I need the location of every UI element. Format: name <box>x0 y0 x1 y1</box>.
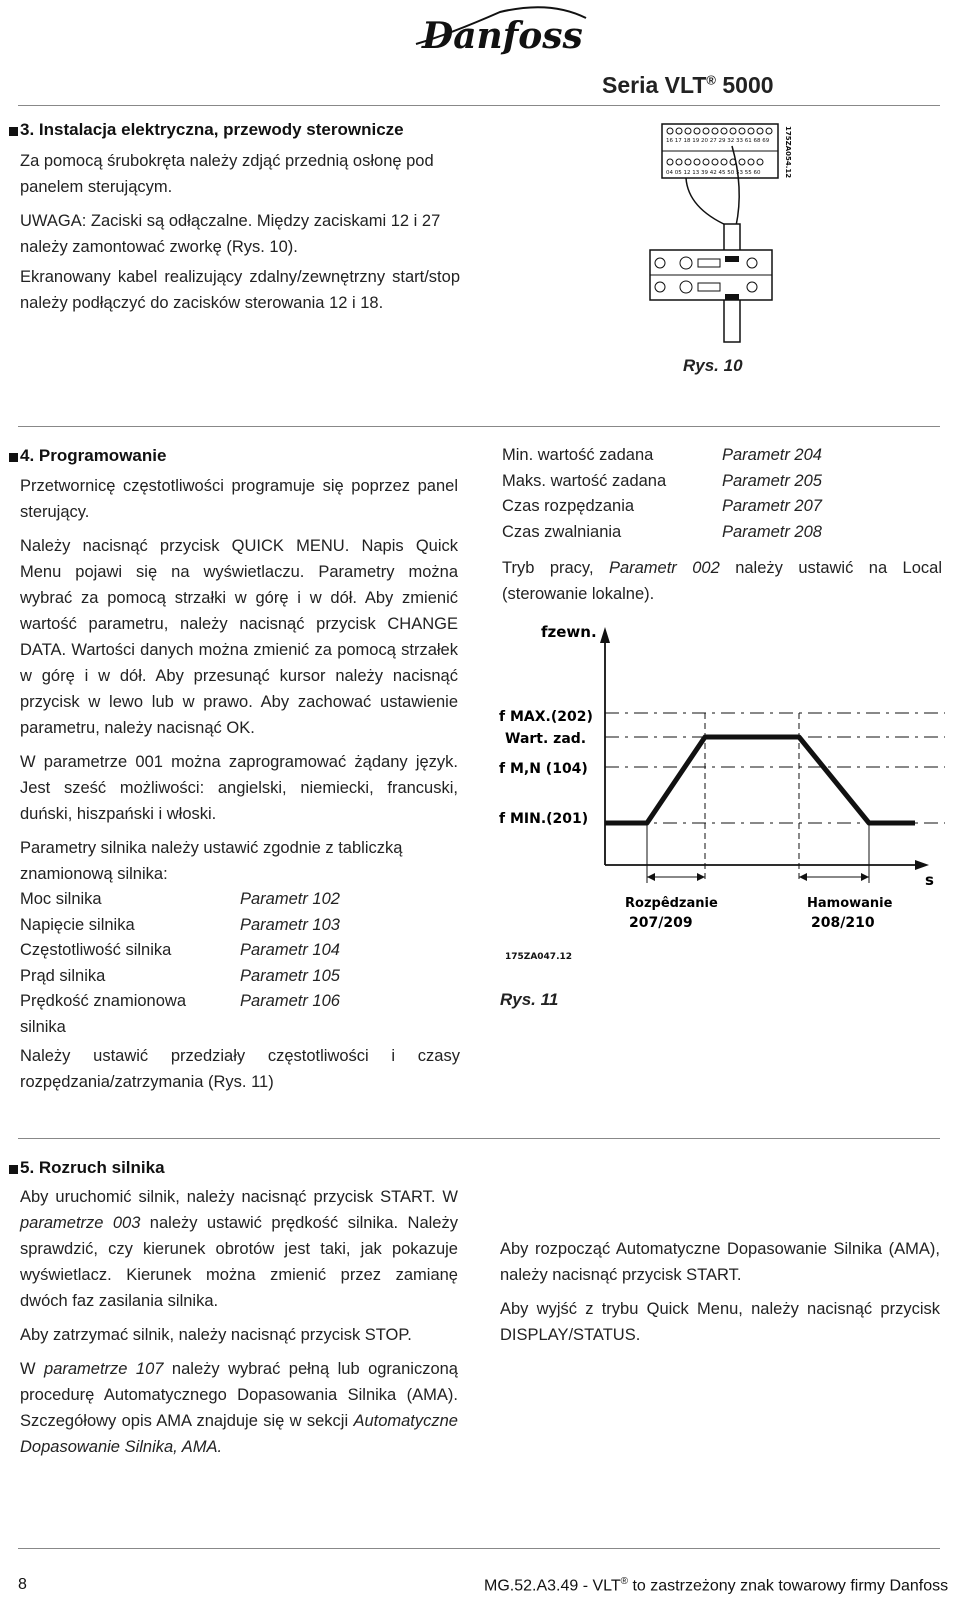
figure-caption: Rys. 10 <box>683 356 743 375</box>
section4-para: Należy ustawić przedziały częstotliwości i czasy rozpędzania/zatrzymania (Rys. 11) <box>20 1047 460 1091</box>
x-axis-label: s <box>925 871 934 889</box>
mode-paragraph: Tryb pracy, Parametr 002 należy ustawić na Local (sterowanie lokalne). <box>502 559 942 603</box>
section4-para: Należy nacisnąć przycisk QUICK MENU. Napis Quick Menu pojawi się na wyświetlaczu. Parametry można wybrać za pomocą strzałki w górę i w dół. Aby zmienić wartość parametru, należy nacisnąć przycisk CHANGE DATA. Wartości danych można zmienić za pomocą strzałek w górę i w dół. Aby przesunąć kursor należy nacisnąć przycisk w lewo lub w prawo. Aby zachować ustawienie parametru, należy nacisnąć OK. <box>20 537 458 737</box>
figure-code: 175ZA054.12 <box>784 126 792 179</box>
table-row: Napięcie silnika Parametr 103 <box>20 915 340 934</box>
footer-divider <box>18 1548 940 1549</box>
page-number: 8 <box>18 1576 27 1593</box>
section3-body <box>20 148 460 324</box>
section4-body-right <box>502 443 942 615</box>
ramp-diagram <box>495 615 950 970</box>
section5-para: Aby zatrzymać silnik, należy nacisnąć przycisk STOP. <box>20 1326 412 1344</box>
fmax-label: f MAX.(202) <box>499 709 593 725</box>
ramp-up-label: Rozpêdzanie <box>625 896 718 911</box>
fmin-label: f MIN.(201) <box>499 811 589 827</box>
setpoint-label: Wart. zad. <box>505 731 587 747</box>
terminal-numbers-top: 16 17 18 19 20 27 29 32 33 61 68 69 <box>666 138 770 144</box>
section4-final-para <box>20 1043 460 1103</box>
section5-para: Aby wyjść z trybu Quick Menu, należy nacisnąć przycisk DISPLAY/STATUS. <box>500 1300 940 1344</box>
table-row: Moc silnika Parametr 102 <box>20 890 340 908</box>
footer-text: MG.52.A3.49 - VLT® to zastrzeżony znak towarowy firmy Danfoss <box>484 1576 949 1595</box>
section5-para: W parametrze 107 należy wybrać pełną lub ograniczoną procedurę Automatycznego Dopasowania Silnika (AMA). Szczegółowy opis AMA znajduje się w sekcji Automatyczne Dopasowanie Silnika, AMA. <box>20 1360 458 1456</box>
section3-para: Ekranowany kabel realizujący zdalny/zewnętrzny start/stop należy podłączyć do zacisków sterowania 12 i 18. <box>20 268 460 312</box>
table-row: Czas rozpędzania Parametr 207 <box>502 497 822 515</box>
table-row: Czas zwalniania Parametr 208 <box>502 522 822 541</box>
table-row: Min. wartość zadana Parametr 204 <box>502 446 822 464</box>
section5-para: Aby rozpocząć Automatyczne Dopasowanie Silnika (AMA), należy nacisnąć przycisk START. <box>500 1240 940 1284</box>
section4-body-left <box>20 473 458 1040</box>
section4-para: Przetwornicę częstotliwości programuje się poprzez panel sterujący. <box>20 477 458 521</box>
figure-code: 175ZA047.12 <box>505 952 573 962</box>
section5-body-left <box>20 1184 458 1460</box>
table-row: Prąd silnika Parametr 105 <box>20 966 340 985</box>
section-divider <box>18 426 940 427</box>
section3-para: UWAGA: Zaciski są odłączalne. Między zaciskami 12 i 27 należy zamontować zworkę (Rys. 10). <box>20 212 441 256</box>
section4-title: 4. Programowanie <box>20 446 167 465</box>
table-row: Maks. wartość zadana Parametr 205 <box>502 471 822 490</box>
section-bullet <box>9 1165 18 1174</box>
section-bullet <box>9 127 18 136</box>
section-bullet <box>9 453 18 462</box>
figure-caption: Rys. 11 <box>500 990 559 1009</box>
danfoss-logo <box>410 4 590 60</box>
section5-para: Aby uruchomić silnik, należy nacisnąć przycisk START. W parametrze 003 należy ustawić prędkość silnika. Należy sprawdzić, czy kierunek obrotów jest taki, jak pokazuje wyświetlacz. Kierunek można zmienić przez zamianę dwóch faz zasilania silnika. <box>20 1188 458 1310</box>
ramp-up-params: 207/209 <box>629 915 693 931</box>
terminal-numbers-bottom: 04 05 12 13 39 42 45 50 53 55 60 <box>666 170 761 176</box>
section-divider <box>18 1138 940 1139</box>
section3-title: 3. Instalacja elektryczna, przewody sterownicze <box>20 120 404 139</box>
motor-params-table <box>20 887 458 1040</box>
section5-body-right <box>500 1236 940 1356</box>
series-title: Seria VLT® 5000 <box>602 72 774 98</box>
header-divider <box>18 105 940 106</box>
ramp-down-params: 208/210 <box>811 915 875 931</box>
reference-params-table <box>502 443 822 545</box>
svg-text:Danfoss: Danfoss <box>422 15 583 57</box>
y-axis-label: fzewn. <box>541 623 597 641</box>
terminal-figure <box>640 118 810 343</box>
table-row: Częstotliwość silnika Parametr 104 <box>20 941 340 959</box>
section4-para: Parametry silnika należy ustawić zgodnie z tabliczką znamionową silnika: <box>20 839 403 883</box>
fmn-label: f M,N (104) <box>499 761 588 777</box>
section4-para: W parametrze 001 można zaprogramować żądany język. Jest sześć możliwości: angielski, niemiecki, francuski, duński, hiszpański i włoski. <box>20 753 458 823</box>
table-row: Prędkość znamionowa silnika Parametr 106 <box>20 992 340 1036</box>
section5-title: 5. Rozruch silnika <box>20 1158 165 1177</box>
section3-para: Za pomocą śrubokręta należy zdjąć przednią osłonę pod panelem sterującym. <box>20 152 434 196</box>
ramp-down-label: Hamowanie <box>807 896 893 911</box>
